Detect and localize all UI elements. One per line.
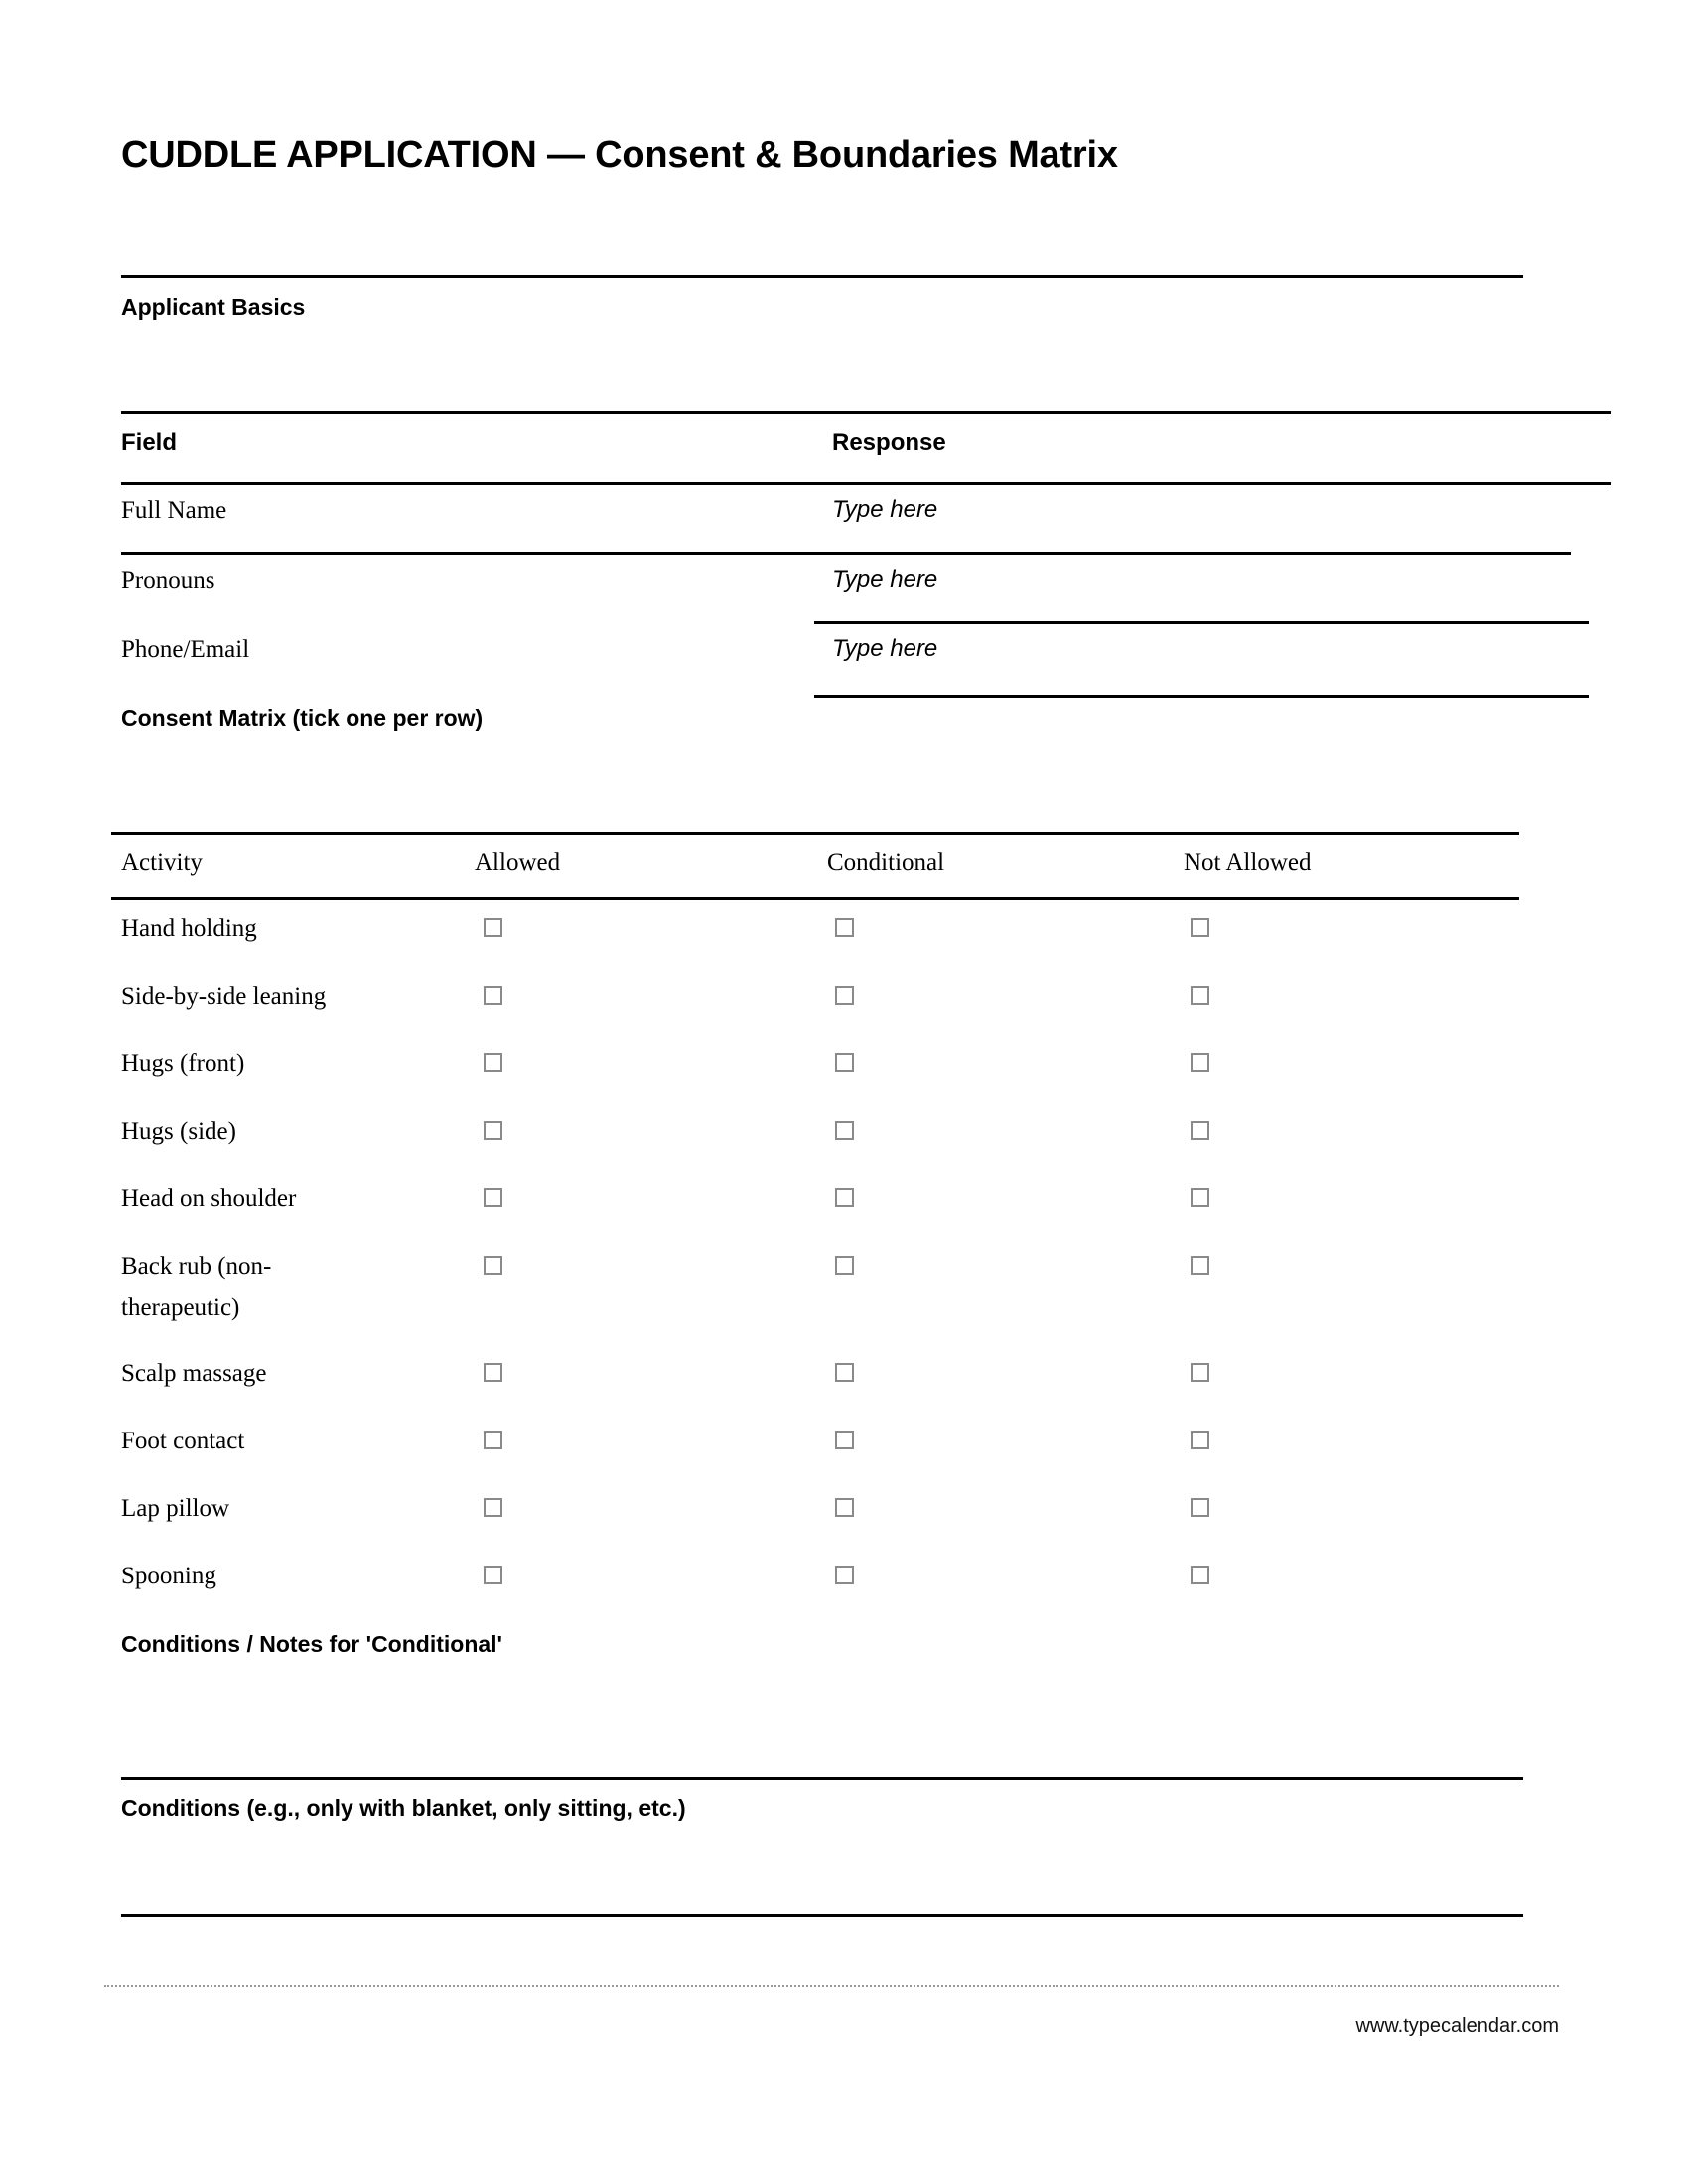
- footer-dotted-divider: [104, 1985, 1559, 1987]
- checkbox-not-allowed-6[interactable]: [1191, 1256, 1209, 1275]
- consent-matrix-heading: Consent Matrix (tick one per row): [121, 705, 484, 731]
- checkbox-not-allowed-2[interactable]: [1191, 986, 1209, 1005]
- matrix-row-label-2: Side-by-side leaning: [121, 983, 327, 1010]
- checkbox-allowed-9[interactable]: [484, 1498, 502, 1517]
- matrix-column-header-not-allowed: Not Allowed: [1184, 849, 1312, 876]
- checkbox-conditional-9[interactable]: [835, 1498, 854, 1517]
- matrix-column-header-conditional: Conditional: [827, 849, 945, 876]
- footer-website-url: www.typecalendar.com: [1355, 2015, 1559, 2037]
- checkbox-allowed-2[interactable]: [484, 986, 502, 1005]
- conditions-notes-heading: Conditions / Notes for 'Conditional': [121, 1631, 503, 1657]
- checkbox-not-allowed-1[interactable]: [1191, 918, 1209, 937]
- checkbox-not-allowed-8[interactable]: [1191, 1431, 1209, 1449]
- matrix-row-label-9: Lap pillow: [121, 1495, 230, 1522]
- applicant-column-header-response: Response: [832, 429, 946, 456]
- matrix-column-header-activity: Activity: [121, 849, 203, 876]
- matrix-row-label-1: Hand holding: [121, 915, 257, 942]
- checkbox-conditional-7[interactable]: [835, 1363, 854, 1382]
- field-label-full-name: Full Name: [121, 497, 227, 524]
- checkbox-not-allowed-4[interactable]: [1191, 1121, 1209, 1140]
- applicant-column-header-field: Field: [121, 429, 178, 456]
- applicant-basics-heading: Applicant Basics: [121, 294, 306, 320]
- checkbox-conditional-2[interactable]: [835, 986, 854, 1005]
- checkbox-conditional-10[interactable]: [835, 1566, 854, 1584]
- checkbox-conditional-3[interactable]: [835, 1053, 854, 1072]
- checkbox-conditional-1[interactable]: [835, 918, 854, 937]
- matrix-column-header-allowed: Allowed: [475, 849, 561, 876]
- checkbox-allowed-3[interactable]: [484, 1053, 502, 1072]
- field-label-phone-email: Phone/Email: [121, 636, 250, 663]
- field-value-full-name[interactable]: Type here: [832, 496, 938, 523]
- checkbox-conditional-6[interactable]: [835, 1256, 854, 1275]
- checkbox-allowed-6[interactable]: [484, 1256, 502, 1275]
- checkbox-allowed-8[interactable]: [484, 1431, 502, 1449]
- field-value-pronouns[interactable]: Type here: [832, 566, 938, 593]
- applicant-table-header-bottom-rule: [121, 482, 1611, 485]
- checkbox-not-allowed-7[interactable]: [1191, 1363, 1209, 1382]
- checkbox-allowed-10[interactable]: [484, 1566, 502, 1584]
- applicant-section-top-rule: [121, 275, 1523, 278]
- applicant-row-rule-1: [121, 552, 1571, 555]
- applicant-row-rule-3: [814, 695, 1589, 698]
- matrix-row-label-10: Spooning: [121, 1563, 216, 1589]
- matrix-header-bottom-rule: [111, 897, 1519, 900]
- checkbox-not-allowed-10[interactable]: [1191, 1566, 1209, 1584]
- checkbox-allowed-4[interactable]: [484, 1121, 502, 1140]
- conditions-field-label: Conditions (e.g., only with blanket, only sitting, etc.): [121, 1795, 686, 1821]
- applicant-table-header-top-rule: [121, 411, 1611, 414]
- checkbox-allowed-5[interactable]: [484, 1188, 502, 1207]
- matrix-row-label-3: Hugs (front): [121, 1050, 245, 1077]
- checkbox-not-allowed-5[interactable]: [1191, 1188, 1209, 1207]
- field-value-phone-email[interactable]: Type here: [832, 635, 938, 662]
- checkbox-allowed-1[interactable]: [484, 918, 502, 937]
- checkbox-conditional-5[interactable]: [835, 1188, 854, 1207]
- conditions-bottom-rule: [121, 1914, 1523, 1917]
- checkbox-not-allowed-3[interactable]: [1191, 1053, 1209, 1072]
- matrix-row-label-5: Head on shoulder: [121, 1185, 297, 1212]
- field-label-pronouns: Pronouns: [121, 567, 215, 594]
- checkbox-conditional-8[interactable]: [835, 1431, 854, 1449]
- checkbox-not-allowed-9[interactable]: [1191, 1498, 1209, 1517]
- matrix-row-label-4: Hugs (side): [121, 1118, 236, 1145]
- checkbox-conditional-4[interactable]: [835, 1121, 854, 1140]
- matrix-row-label-6: Back rub (non-therapeutic): [121, 1253, 272, 1321]
- matrix-header-top-rule: [111, 832, 1519, 835]
- checkbox-allowed-7[interactable]: [484, 1363, 502, 1382]
- conditions-top-rule: [121, 1777, 1523, 1780]
- matrix-row-label-8: Foot contact: [121, 1428, 245, 1454]
- matrix-row-label-7: Scalp massage: [121, 1360, 267, 1387]
- applicant-row-rule-2: [814, 621, 1589, 624]
- page-title: CUDDLE APPLICATION — Consent & Boundaries Matrix: [121, 134, 1118, 176]
